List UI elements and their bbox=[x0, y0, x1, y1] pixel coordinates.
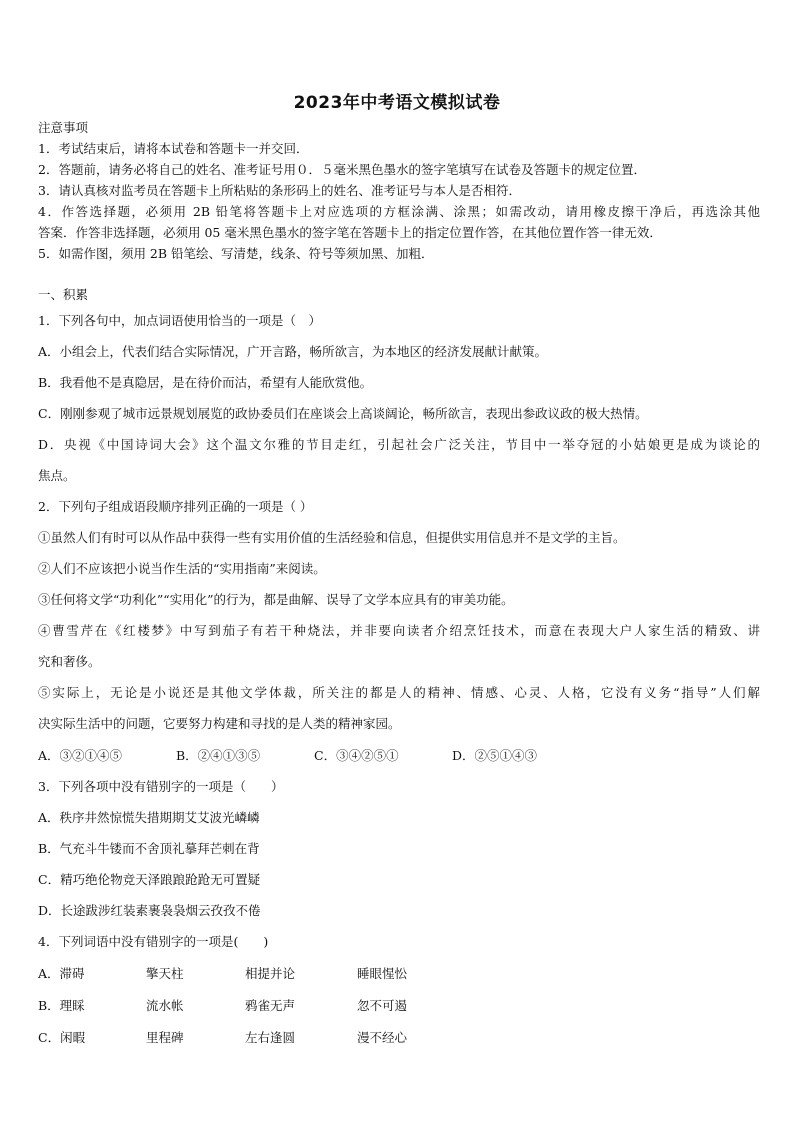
q1-option-b: B．我看他不是真隐居，是在待价而沽，希望有人能欣赏他。 bbox=[38, 375, 373, 390]
notice-heading: 注意事项 bbox=[38, 120, 89, 135]
q4-c-word-2: 里程碑 bbox=[146, 1030, 184, 1045]
q2-option-a: A．③②①④⑤ bbox=[38, 748, 123, 763]
q2-sentence-1: ①虽然人们有时可以从作品中获得一些有实用价值的生活经验和信息，但提供实用信息并不是文学的主旨。 bbox=[38, 530, 626, 545]
q4-c-word-3: 左右逢圆 bbox=[245, 1030, 296, 1045]
q4-c-word-4: 漫不经心 bbox=[357, 1030, 408, 1045]
notice-item-4-cont: 答案．作答非选择题，必须用 05 毫米黑色墨水的签字笔在答题卡上的指定位置作答，在其他位置作答一律无效． bbox=[38, 225, 662, 240]
q2-sentence-4: ④曹雪芹在《红楼梦》中写到茄子有若干种烧法，并非要向读者介绍烹饪技术，而意在表现大户人家生活的精致、讲 bbox=[38, 623, 760, 638]
notice-item-5: 5．如需作图，须用 2B 铅笔绘、写清楚，线条、符号等须加黑、加粗． bbox=[38, 246, 434, 261]
q2-sentence-2: ②人们不应该把小说当作生活的“实用指南”来阅读。 bbox=[38, 561, 326, 576]
q2-sentence-5-cont: 决实际生活中的问题，它要努力构建和寻找的是人类的精神家园。 bbox=[38, 716, 401, 731]
q2-sentence-5: ⑤实际上，无论是小说还是其他文学体裁，所关注的都是人的精神、情感、心灵、人格，它没有义务“指导”人们解 bbox=[38, 685, 760, 700]
q3-stem: 3．下列各项中没有错别字的一项是（ ） bbox=[38, 779, 284, 794]
notice-item-3: 3．请认真核对监考员在答题卡上所粘贴的条形码上的姓名、准考证号与本人是否相符． bbox=[38, 183, 521, 198]
q4-a-word-4: 睡眼惺忪 bbox=[357, 966, 408, 981]
q2-option-b: B．②④①③⑤ bbox=[176, 748, 261, 763]
q4-b-word-4: 忽不可遏 bbox=[357, 998, 408, 1013]
q1-stem: 1．下列各句中，加点词语使用恰当的一项是（ ） bbox=[38, 313, 321, 328]
q3-option-a: A．秩序井然惊慌失措期期艾艾波光嶙嶙 bbox=[38, 810, 260, 825]
q1-option-d-cont: 焦点。 bbox=[38, 468, 76, 483]
q3-option-b: B．气充斗牛镂而不舍顶礼摹拜芒刺在背 bbox=[38, 841, 260, 856]
page-title: 2023年中考语文模拟试卷 bbox=[293, 93, 501, 113]
q2-option-d: D．②⑤①④③ bbox=[452, 748, 538, 763]
q4-c-word-1: C．闲暇 bbox=[38, 1030, 86, 1045]
q3-option-c: C．精巧绝伦物竞天泽踉踉跄跄无可置疑 bbox=[38, 872, 261, 887]
q1-option-a: A．小组会上，代表们结合实际情况，广开言路，畅所欲言，为本地区的经济发展献计献策。 bbox=[38, 344, 548, 359]
q4-a-word-2: 擎天柱 bbox=[146, 966, 184, 981]
q4-b-word-1: B．理睬 bbox=[38, 998, 85, 1013]
q2-sentence-3: ③任何将文学“功利化”“实用化”的行为，都是曲解、误导了文学本应具有的审美功能。 bbox=[38, 592, 514, 607]
notice-item-2: 2．答题前，请务必将自己的姓名、准考证号用０．５毫米黑色墨水的签字笔填写在试卷及答题卡的规定位置． bbox=[38, 162, 646, 177]
q4-a-word-1: A．滞碍 bbox=[38, 966, 85, 981]
q1-option-d: D．央视《中国诗词大会》这个温文尔雅的节目走红，引起社会广泛关注，节目中一举夺冠的小姑娘更是成为谈论的 bbox=[38, 437, 760, 452]
q4-a-word-3: 相提并论 bbox=[245, 966, 296, 981]
notice-item-4: 4．作答选择题，必须用 2B 铅笔将答题卡上对应选项的方框涂满、涂黑；如需改动，请用橡皮擦干净后，再选涂其他 bbox=[38, 204, 760, 219]
section-heading-accumulation: 一、积累 bbox=[38, 287, 89, 302]
q4-b-word-2: 流水帐 bbox=[146, 998, 184, 1013]
q1-option-c: C．刚刚参观了城市远景规划展览的政协委员们在座谈会上高谈阔论，畅所欲言，表现出参政议政的极大热情。 bbox=[38, 406, 648, 421]
q2-sentence-4-cont: 究和奢侈。 bbox=[38, 654, 101, 669]
q3-option-d: D．长途跋涉红装素裹袅袅烟云孜孜不倦 bbox=[38, 903, 261, 918]
q4-stem: 4．下列词语中没有错别字的一项是( ) bbox=[38, 934, 269, 949]
q2-stem: 2．下列句子组成语段顺序排列正确的一项是（ ） bbox=[38, 499, 313, 514]
q4-b-word-3: 鸦雀无声 bbox=[245, 998, 296, 1013]
q2-option-c: C．③④②⑤① bbox=[314, 748, 399, 763]
notice-item-1: 1．考试结束后，请将本试卷和答题卡一并交回． bbox=[38, 141, 309, 156]
